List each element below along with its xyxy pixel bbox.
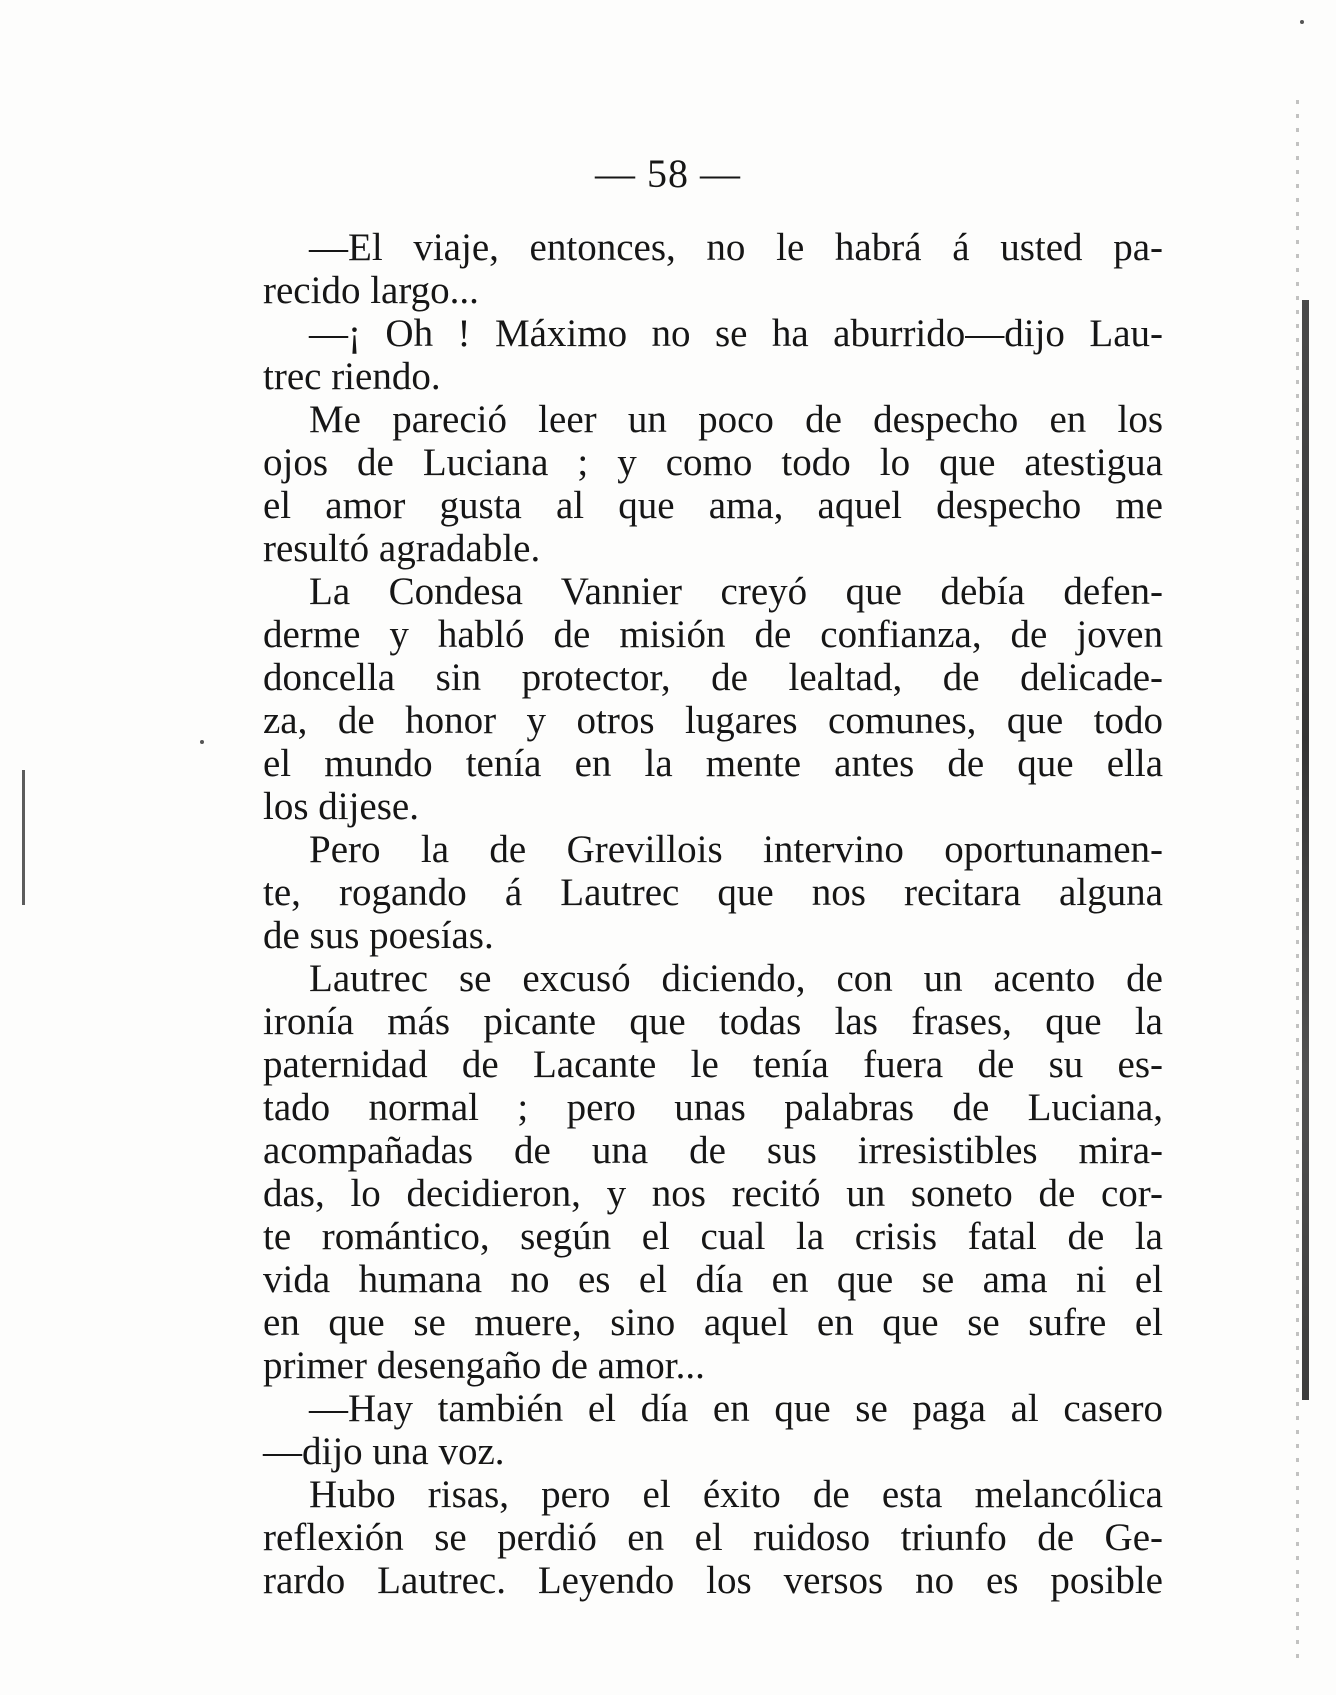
text-line: primer desengaño de amor... [263,1344,705,1387]
text-line: trec riendo. [263,355,441,398]
text-line: doncella sin protector, de lealtad, de delicade- [263,656,1163,699]
text-line: los dijese. [263,785,419,828]
text-line: en que se muere, sino aquel en que se sufre el [263,1301,1163,1344]
text-line: recido largo... [263,269,479,312]
text-line: za, de honor y otros lugares comunes, que todo [263,699,1163,742]
text-line: ojos de Luciana ; y como todo lo que atestigua [263,441,1163,484]
text-line: Pero la de Grevillois intervino oportunamen- [309,828,1163,871]
text-line: tado normal ; pero unas palabras de Luciana, [263,1086,1163,1129]
text-line: te romántico, según el cual la crisis fatal de la [263,1215,1163,1258]
text-line: el mundo tenía en la mente antes de que ella [263,742,1163,785]
text-line: vida humana no es el día en que se ama ni el [263,1258,1163,1301]
text-line: ironía más picante que todas las frases, que la [263,1000,1163,1043]
text-line: Me pareció leer un poco de despecho en los [309,398,1163,441]
text-line: el amor gusta al que ama, aquel despecho me [263,484,1163,527]
text-line: paternidad de Lacante le tenía fuera de su es- [263,1043,1163,1086]
text-line: —El viaje, entonces, no le habrá á usted pa- [309,226,1163,269]
scan-speck [200,740,204,744]
text-line: La Condesa Vannier creyó que debía defen- [309,570,1163,613]
text-line: acompañadas de una de sus irresistibles mira- [263,1129,1163,1172]
text-line: das, lo decidieron, y nos recitó un soneto de cor- [263,1172,1163,1215]
scan-edge-mark [22,770,25,905]
text-line: reflexión se perdió en el ruidoso triunfo de Ge- [263,1516,1163,1559]
text-line: rardo Lautrec. Leyendo los versos no es posible [263,1559,1163,1602]
text-line: te, rogando á Lautrec que nos recitara alguna [263,871,1163,914]
scan-speck [1300,20,1304,24]
text-line: de sus poesías. [263,914,494,957]
text-line: derme y habló de misión de confianza, de joven [263,613,1163,656]
page-number: — 58 — [595,151,741,196]
body-text [263,226,1163,1602]
scan-edge-shadow [1296,100,1299,1660]
scan-edge-binding [1302,300,1309,1400]
text-line: Hubo risas, pero el éxito de esta melancólica [309,1473,1163,1516]
text-line: resultó agradable. [263,527,541,570]
text-line: —Hay también el día en que se paga al casero [309,1387,1163,1430]
text-line: —¡ Oh ! Máximo no se ha aburrido—dijo Lau- [309,312,1163,355]
text-line: —dijo una voz. [263,1430,505,1473]
text-line: Lautrec se excusó diciendo, con un acento de [309,957,1163,1000]
